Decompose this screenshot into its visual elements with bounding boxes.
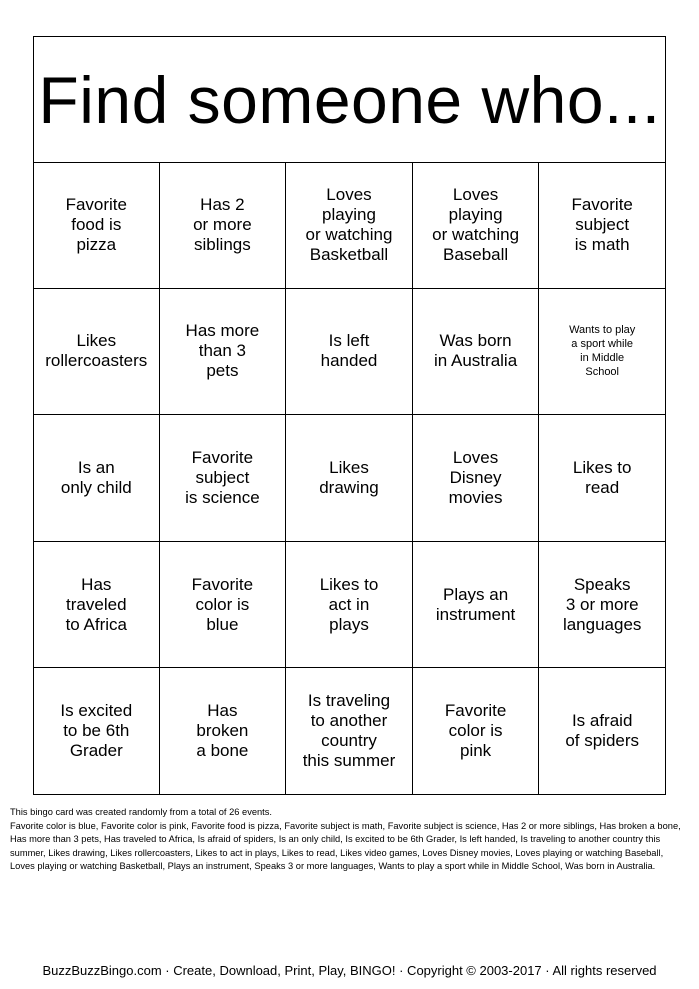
card-title: Find someone who... bbox=[38, 62, 661, 137]
bingo-cell[interactable]: Plays an instrument bbox=[413, 542, 540, 669]
card-header bbox=[33, 36, 666, 163]
bingo-cell[interactable]: Has traveled to Africa bbox=[33, 542, 160, 669]
bingo-cell[interactable]: Loves playing or watching Basketball bbox=[286, 162, 413, 289]
bingo-grid bbox=[33, 162, 666, 795]
bingo-cell[interactable]: Favorite color is pink bbox=[413, 668, 540, 795]
card-description bbox=[10, 806, 690, 874]
bingo-cell[interactable]: Favorite subject is math bbox=[539, 162, 666, 289]
bingo-cell[interactable]: Has more than 3 pets bbox=[160, 289, 287, 416]
bingo-cell[interactable]: Likes to act in plays bbox=[286, 542, 413, 669]
site-credit: BuzzBuzzBingo.com · Create, Download, Print, Play, BINGO! · Copyright © 2003-2017 · All rights reserved bbox=[42, 963, 657, 978]
bingo-cell[interactable]: Likes to read bbox=[539, 415, 666, 542]
bingo-cell[interactable]: Is traveling to another country this summer bbox=[286, 668, 413, 795]
bingo-cell[interactable]: Likes drawing bbox=[286, 415, 413, 542]
bingo-cell[interactable]: Favorite color is blue bbox=[160, 542, 287, 669]
bingo-cell[interactable]: Was born in Australia bbox=[413, 289, 540, 416]
events-intro: This bingo card was created randomly from a total of 26 events. bbox=[10, 807, 272, 817]
bingo-cell[interactable]: Is an only child bbox=[33, 415, 160, 542]
bingo-cell[interactable]: Is excited to be 6th Grader bbox=[33, 668, 160, 795]
bingo-cell[interactable]: Likes rollercoasters bbox=[33, 289, 160, 416]
bingo-cell[interactable]: Favorite subject is science bbox=[160, 415, 287, 542]
bingo-card bbox=[33, 36, 666, 795]
bingo-cell[interactable]: Is left handed bbox=[286, 289, 413, 416]
bingo-cell[interactable]: Speaks 3 or more languages bbox=[539, 542, 666, 669]
bingo-cell[interactable]: Has 2 or more siblings bbox=[160, 162, 287, 289]
bingo-cell[interactable]: Loves playing or watching Baseball bbox=[413, 162, 540, 289]
bingo-cell[interactable]: Is afraid of spiders bbox=[539, 668, 666, 795]
bingo-cell[interactable]: Loves Disney movies bbox=[413, 415, 540, 542]
bingo-cell[interactable]: Favorite food is pizza bbox=[33, 162, 160, 289]
bingo-cell[interactable]: Wants to play a sport while in Middle School bbox=[539, 289, 666, 416]
bingo-cell[interactable]: Has broken a bone bbox=[160, 668, 287, 795]
events-list: Favorite color is blue, Favorite color is pink, Favorite food is pizza, Favorite subject is math, Favorite subject is science, Has 2 or more siblings, Has broken a bone, Has more than 3 pets, Has traveled to Africa, Is afraid of spiders, Is an only child, Is excited to be 6th Grader, Is left handed, Is traveling to another country this summer, Likes drawing, Likes rollercoasters, Likes to act in plays, Likes to read, Likes video games, Loves Disney movies, Loves playing or watching Baseball, Loves playing or watching Basketball, Plays an instrument, Speaks 3 or more languages, Wants to play a sport while in Middle School, Was born in Australia. bbox=[10, 820, 681, 871]
